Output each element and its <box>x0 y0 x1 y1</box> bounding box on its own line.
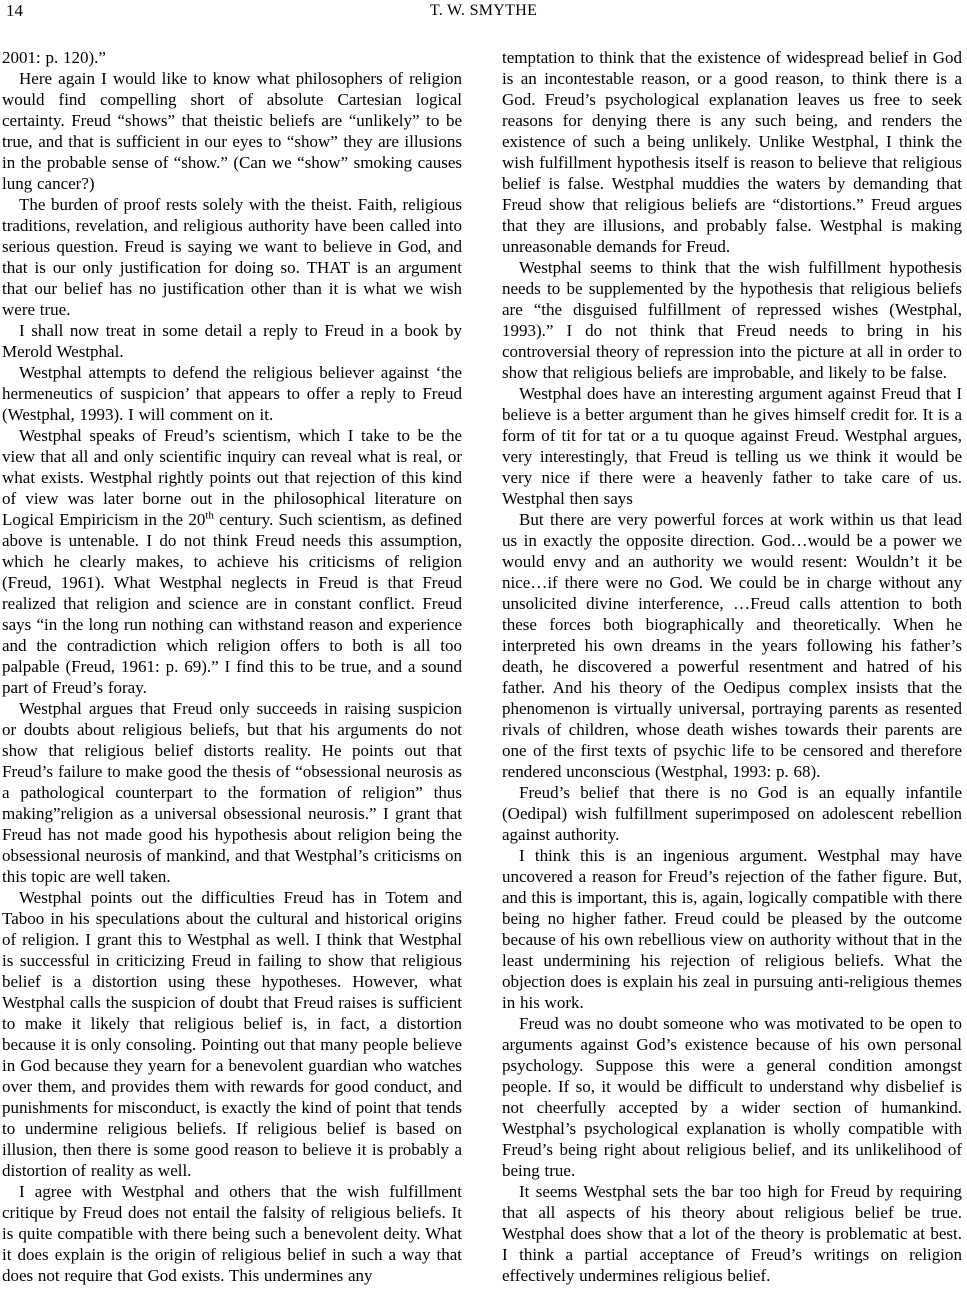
paragraph: Here again I would like to know what philosophers of religion would find compelling short of absolute Cartesian logical certainty. Freud “shows” that theistic beliefs are “unlikely” to be true, and that is sufficient in our eyes to “show” they are illusions in the probable sense of “show.” (Can we “show” smoking causes lung cancer?) <box>2 69 462 193</box>
page-number: 14 <box>6 1 23 20</box>
paragraph: Westphal does have an interesting argument against Freud that I believe is a better argument than he gives himself credit for. It is a form of tit for tat or a tu quoque against Freud. Westphal argues, very interestingly, that Freud is telling us we think it would be very nice if there were a heavenly father to take care of us. Westphal then says <box>502 384 962 508</box>
right-column <box>502 47 962 1286</box>
paragraph: Freud was no doubt someone who was motivated to be open to arguments against God’s existence because of his own personal psychology. Suppose this were a general condition amongst people. If so, it would be difficult to understand why disbelief is not cheerfully accepted by a wider section of humankind. Westphal’s psychological explanation is wholly compatible with Freud’s being right about religious belief, and its unlikelihood of being true. <box>502 1014 962 1180</box>
running-head: T. W. SMYTHE <box>429 2 538 19</box>
paragraph: It seems Westphal sets the bar too high for Freud by requiring that all aspects of his theory about religious belief be true. Westphal does show that a lot of the theory is problematic at best. I think a partial acceptance of Freud’s writings on religion effectively undermines religious belief. <box>502 1182 962 1285</box>
paragraph: Westphal speaks of Freud’s scientism, which I take to be the view that all and only scientific inquiry can reveal what is real, or what exists. Westphal rightly points out that rejection of this kind of view was later borne out in the philosophical literature on Logical Empiricism in the 20th century. Such scientism, as defined above is untenable. I do not think Freud needs this assumption, which he clearly makes, to achieve his criticisms of religion (Freud, 1961). What Westphal neglects in Freud is that Freud realized that religion and science are in constant conflict. Freud says “in the long run nothing can withstand reason and experience and the contradiction which religion offers to both is all too palpable (Freud, 1961: p. 69).” I find this to be true, and a sound part of Freud’s foray. <box>2 426 462 697</box>
text-columns <box>2 47 965 1286</box>
paragraph: Westphal attempts to defend the religious believer against ‘the hermeneutics of suspicion’ that appears to offer a reply to Freud (Westphal, 1993). I will comment on it. <box>2 363 462 424</box>
paragraph: temptation to think that the existence of widespread belief in God is an incontestable reason, or a good reason, to think there is a God. Freud’s psychological explanation leaves us free to seek reasons for denying there is any such being, and renders the existence of such a being unlikely. Unlike Westphal, I think the wish fulfillment hypothesis itself is reason to believe that religious belief is false. Westphal muddies the waters by demanding that Freud show that religious beliefs are “distortions.” Freud argues that they are illusions, and probably false. Westphal is making unreasonable demands for Freud. <box>502 48 962 256</box>
paragraph: Westphal seems to think that the wish fulfillment hypothesis needs to be supplemented by the hypothesis that religious beliefs are “the disguised fulfillment of repressed wishes (Westphal, 1993).” I do not think that Freud needs to bring in his controversial theory of repression into the picture at all in order to show that religious beliefs are improbable, and likely to be false. <box>502 258 962 382</box>
paragraph: But there are very powerful forces at work within us that lead us in exactly the opposite direction. God…would be a power we would envy and an authority we would resent: Wouldn’t it be nice…if there were no God. We could be in charge without any unsolicited divine interference, …Freud calls attention to both these forces both biographically and theoretically. When he interpreted his own dreams in the years following his father’s death, he discovered a powerful resentment and hatred of his father. And his theory of the Oedipus complex insists that the phenomenon is virtually universal, portraying parents as resented rivals of children, whose death wishes towards their parents are one of the first texts of psychic life to be censored and therefore rendered unconscious (Westphal, 1993: p. 68). <box>502 510 962 781</box>
paragraph: Freud’s belief that there is no God is an equally infantile (Oedipal) wish fulfillment superimposed on adolescent rebellion against authority. <box>502 783 962 844</box>
paragraph: I shall now treat in some detail a reply to Freud in a book by Merold Westphal. <box>2 321 462 361</box>
paragraph: 2001: p. 120).” <box>2 48 106 67</box>
left-column <box>2 47 462 1286</box>
paragraph: I think this is an ingenious argument. Westphal may have uncovered a reason for Freud’s rejection of the father figure. But, and this is important, this is, again, logically compatible with there being no higher father. Freud could be pleased by the outcome because of his own rebellious view on authority without that in the least undermining his rejection of religious beliefs. What the objection does is explain his zeal in pursuing anti-religious themes in his work. <box>502 846 962 1012</box>
paragraph: Westphal points out the difficulties Freud has in Totem and Taboo in his speculations about the cultural and historical origins of religion. I grant this to Westphal as well. I think that Westphal is successful in criticizing Freud in failing to show that religious belief is a distortion using these hypotheses. However, what Westphal calls the suspicion of doubt that Freud raises is sufficient to make it likely that religious belief is, in fact, a distortion because it is only consoling. Pointing out that many people believe in God because they yearn for a benevolent guardian who watches over them, and provides them with rewards for good conduct, and punishments for misconduct, is exactly the kind of point that tends to undermine religious beliefs. If religious belief is based on illusion, then there is some good reason to believe it is probably a distortion of reality as well. <box>2 888 462 1180</box>
page-header <box>0 1 967 25</box>
paragraph: I agree with Westphal and others that the wish fulfillment critique by Freud does not entail the falsity of religious beliefs. It is quite compatible with there being such a benevolent deity. What it does explain is the origin of religious belief in such a way that does not require that God exists. This undermines any <box>2 1182 462 1285</box>
superscript-text: th <box>205 509 214 522</box>
paragraph: Westphal argues that Freud only succeeds in raising suspicion or doubts about religious beliefs, but that his arguments do not show that religious belief distorts reality. He points out that Freud’s failure to make good the thesis of “obsessional neurosis as a pathological counterpart to the formation of religion” thus making”religion as a universal obsessional neurosis.” I grant that Freud has not made good his hypothesis about religion being the obsessional neurosis of mankind, and that Westphal’s criticisms on this topic are well taken. <box>2 699 462 886</box>
paragraph: The burden of proof rests solely with the theist. Faith, religious traditions, revelation, and religious authority have been called into serious question. Freud is saying we want to believe in God, and that is our only justification for doing so. THAT is an argument that our belief has no justification other than it is what we wish were true. <box>2 195 462 319</box>
